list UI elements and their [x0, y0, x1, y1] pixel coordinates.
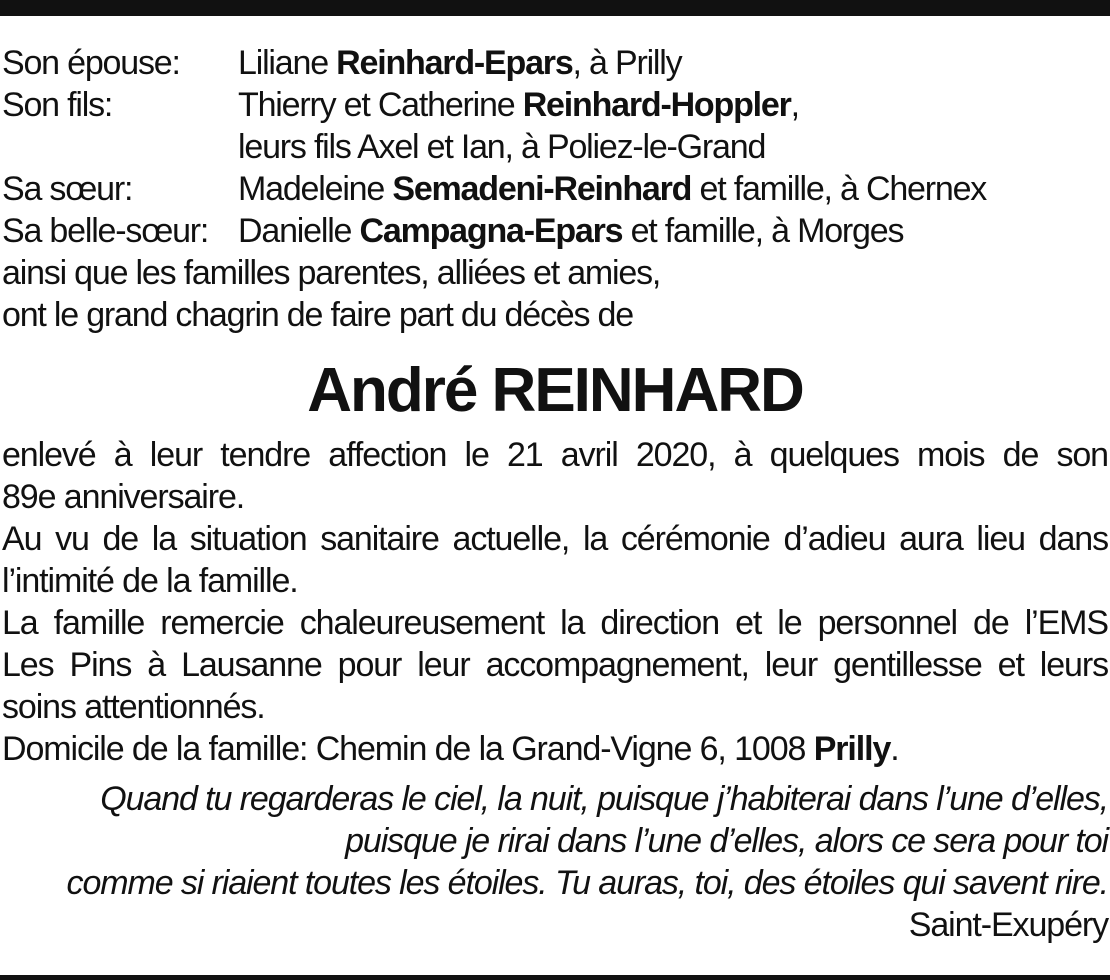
- quote-block: [2, 778, 1108, 946]
- relation-label: Sa belle-sœur:: [2, 212, 209, 250]
- quote-line: comme si riaient toutes les étoiles. Tu auras, toi, des étoiles qui savent rire.: [66, 864, 1108, 902]
- address-town: Prilly: [813, 730, 891, 768]
- member-location: et famille, à Chernex: [691, 170, 987, 208]
- family-row-son-continued: leurs fils Axel et Ian, à Poliez-le-Grand: [238, 128, 766, 166]
- bottom-rule: [0, 975, 1110, 980]
- obituary-notice: [2, 42, 1108, 946]
- top-rule: [0, 0, 1110, 16]
- family-row-sister: [2, 168, 1108, 210]
- member-surname: Reinhard-Epars: [336, 44, 573, 82]
- family-row-spouse: [2, 42, 1108, 84]
- death-date-line: enlevé à leur tendre affection le 21 avril 2020, à quelques mois de son: [2, 436, 1108, 474]
- quote-line: Quand tu regarderas le ciel, la nuit, puisque j’habiterai dans l’une d’elles,: [100, 780, 1108, 818]
- thanks-line: Les Pins à Lausanne pour leur accompagnement, leur gentillesse et leurs: [2, 646, 1108, 684]
- member-location: , à Prilly: [572, 44, 682, 82]
- intro-line: ont le grand chagrin de faire part du décès de: [2, 296, 633, 334]
- member-location: ,: [790, 86, 799, 124]
- quote-line: puisque je rirai dans l’une d’elles, alors ce sera pour toi: [345, 822, 1108, 860]
- thanks-line: soins attentionnés.: [2, 688, 265, 726]
- death-date-line: 89e anniversaire.: [2, 478, 245, 516]
- member-surname: Campagna-Epars: [359, 212, 623, 250]
- family-row-sister-in-law: [2, 210, 1108, 252]
- ceremony-line: l’intimité de la famille.: [2, 562, 298, 600]
- member-first-names: Danielle: [238, 212, 360, 250]
- thanks-line: La famille remercie chaleureusement la direction et le personnel de l’EMS: [2, 604, 1108, 642]
- family-list: [2, 42, 1108, 252]
- ceremony-line: Au vu de la situation sanitaire actuelle, la cérémonie d’adieu aura lieu dans: [2, 520, 1108, 558]
- relation-label: Sa sœur:: [2, 170, 133, 208]
- member-location: et famille, à Morges: [622, 212, 904, 250]
- family-address: Domicile de la famille: Chemin de la Grand-Vigne 6, 1008 Prilly.: [2, 730, 899, 768]
- relation-label: Son épouse:: [2, 44, 180, 82]
- member-first-names: Liliane: [238, 44, 337, 82]
- member-surname: Semadeni-Reinhard: [392, 170, 692, 208]
- member-first-names: Thierry et Catherine: [238, 86, 523, 124]
- deceased-name: André REINHARD: [307, 356, 803, 425]
- member-first-names: Madeleine: [238, 170, 393, 208]
- quote-author: Saint-Exupéry: [908, 906, 1108, 944]
- member-surname: Reinhard-Hoppler: [522, 86, 791, 124]
- intro-line: ainsi que les familles parentes, alliées et amies,: [2, 254, 661, 292]
- relation-label: Son fils:: [2, 86, 113, 124]
- family-row-son: [2, 84, 1108, 126]
